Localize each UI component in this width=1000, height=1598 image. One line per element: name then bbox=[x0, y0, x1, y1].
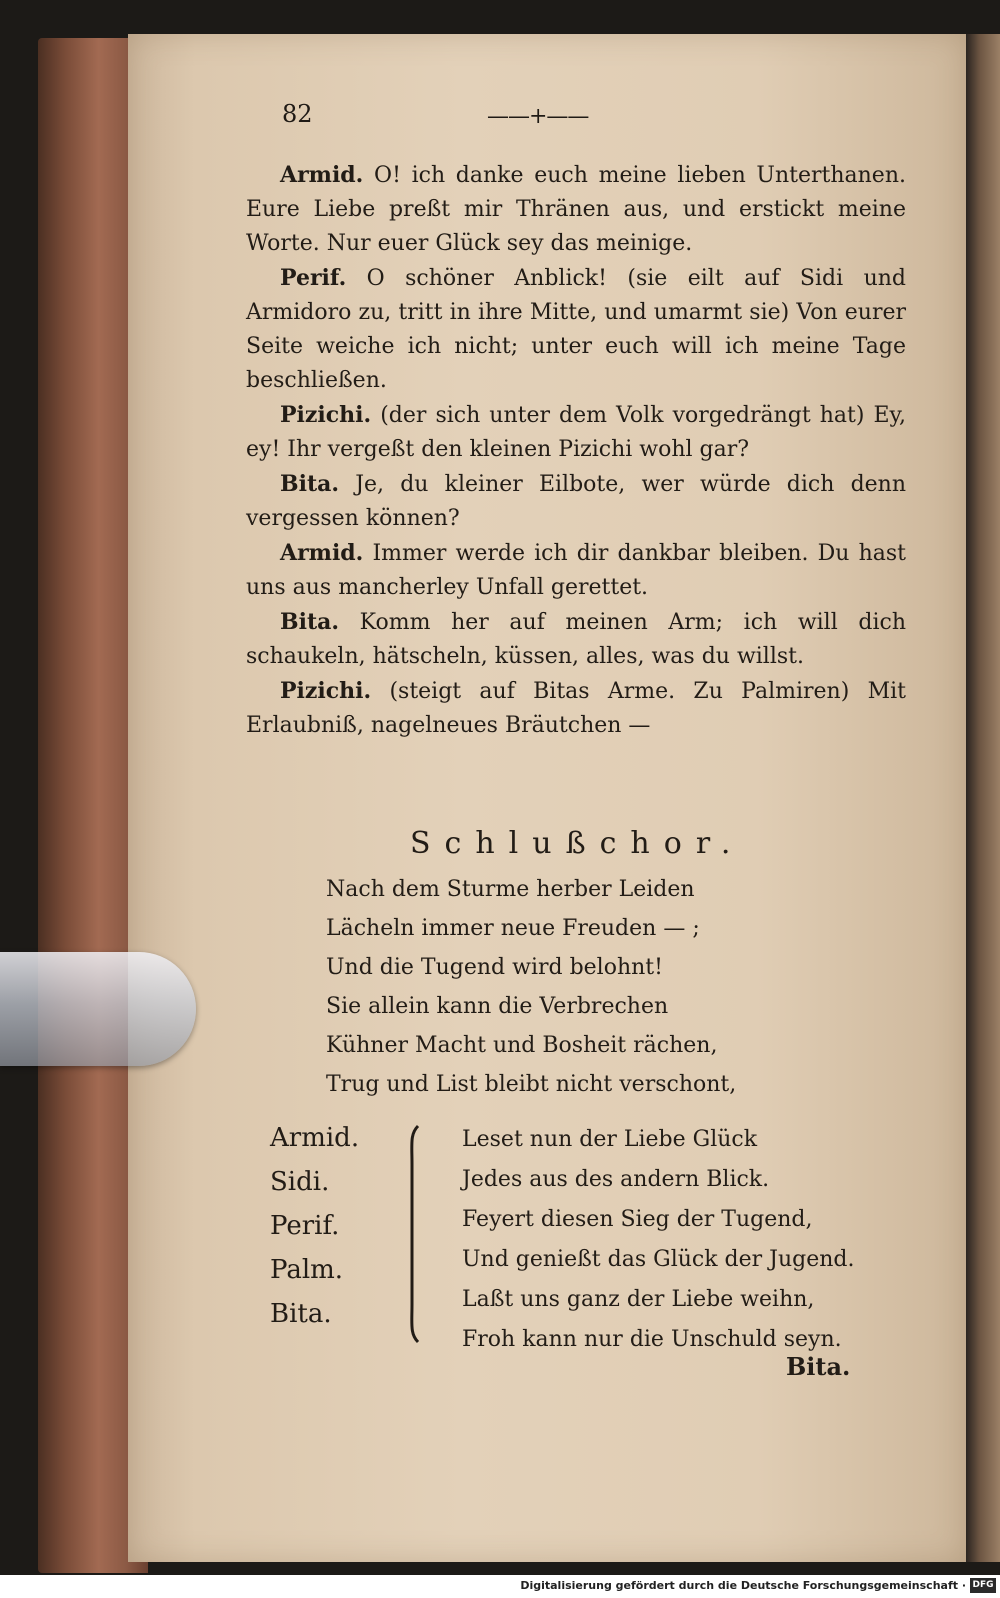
finale-speaker: Perif. bbox=[270, 1211, 340, 1241]
verse-line: Jedes aus des andern Blick. bbox=[462, 1167, 770, 1192]
speech-text: (der sich unter dem Volk vorgedrängt hat) Ey, ey! Ihr vergeßt den kleinen Pizichi wohl gar? bbox=[246, 403, 907, 462]
paragraph bbox=[246, 674, 906, 743]
verse-line: Nach dem Sturme herber Leiden bbox=[326, 877, 695, 902]
header-ornament: ——+—— bbox=[487, 104, 589, 129]
speech-text: O! ich danke euch meine lieben Unterthanen. Eure Liebe preßt mir Thränen aus, und erstickt meine Worte. Nur euer Glück sey das meinige. bbox=[246, 163, 906, 256]
chorus-heading: Schlußchor. bbox=[410, 826, 745, 861]
verse-line: Feyert diesen Sieg der Tugend, bbox=[462, 1207, 813, 1232]
footer-bar bbox=[0, 1575, 1000, 1598]
finale-speaker: Armid. bbox=[270, 1123, 360, 1153]
speaker-name: Armid. bbox=[280, 540, 364, 566]
speaker-name: Armid. bbox=[280, 162, 364, 188]
funding-credit: Digitalisierung gefördert durch die Deutsche Forschungsgemeinschaft · bbox=[520, 1579, 966, 1592]
verse-line: Und die Tugend wird belohnt! bbox=[326, 955, 663, 980]
speaker-name: Pizichi. bbox=[280, 678, 372, 704]
paragraph bbox=[246, 605, 906, 674]
verse-line: Sie allein kann die Verbrechen bbox=[326, 994, 669, 1019]
verse-line: Froh kann nur die Unschuld seyn. bbox=[462, 1327, 842, 1352]
verse-line: Kühner Macht und Bosheit rächen, bbox=[326, 1033, 718, 1058]
speaker-name: Perif. bbox=[280, 265, 347, 291]
facing-page-edge bbox=[966, 34, 1000, 1562]
paragraph bbox=[246, 467, 906, 536]
verse-line: Lächeln immer neue Freuden — ; bbox=[326, 916, 700, 941]
speaker-name: Bita. bbox=[280, 609, 340, 635]
speech-text: O schöner Anblick! (sie eilt auf Sidi und Armidoro zu, tritt in ihre Mitte, und umarmt sie) Von eurer Seite weiche ich nicht; unter euch will ich meine Tage beschließen. bbox=[246, 266, 906, 393]
verse-line: Und genießt das Glück der Jugend. bbox=[462, 1247, 855, 1272]
speech-text: Je, du kleiner Eilbote, wer würde dich denn vergessen können? bbox=[246, 472, 907, 531]
finale-verse bbox=[462, 1120, 902, 1360]
speaker-brace bbox=[406, 1124, 420, 1344]
page-header bbox=[282, 100, 702, 136]
verse-line: Trug und List bleibt nicht verschont, bbox=[326, 1072, 737, 1097]
finale-speaker: Palm. bbox=[270, 1255, 344, 1285]
speech-text: Komm her auf meinen Arm; ich will dich schaukeln, hätscheln, küssen, alles, was du willst. bbox=[246, 610, 906, 669]
finale-speakers bbox=[270, 1116, 359, 1336]
paragraph bbox=[246, 398, 906, 467]
page-number: 82 bbox=[282, 100, 313, 128]
speech-text: Immer werde ich dir dankbar bleiben. Du hast uns aus mancherley Unfall gerettet. bbox=[246, 541, 906, 600]
dialogue-text bbox=[246, 158, 906, 743]
verse-line: Laßt uns ganz der Liebe weihn, bbox=[462, 1287, 815, 1312]
paragraph bbox=[246, 536, 906, 605]
speech-text: (steigt auf Bitas Arme. Zu Palmiren) Mit Erlaubniß, nagelneues Bräutchen — bbox=[246, 679, 906, 738]
paragraph bbox=[246, 158, 906, 261]
catchword: Bita. bbox=[786, 1352, 851, 1381]
speaker-name: Bita. bbox=[280, 471, 340, 497]
chorus-verse bbox=[326, 870, 786, 1104]
verse-line: Leset nun der Liebe Glück bbox=[462, 1127, 758, 1152]
finale-speaker: Bita. bbox=[270, 1299, 332, 1329]
dfg-logo: DFG bbox=[970, 1578, 996, 1593]
paragraph bbox=[246, 261, 906, 398]
speaker-name: Pizichi. bbox=[280, 402, 372, 428]
glass-page-holder bbox=[0, 952, 196, 1066]
finale-speaker: Sidi. bbox=[270, 1167, 330, 1197]
